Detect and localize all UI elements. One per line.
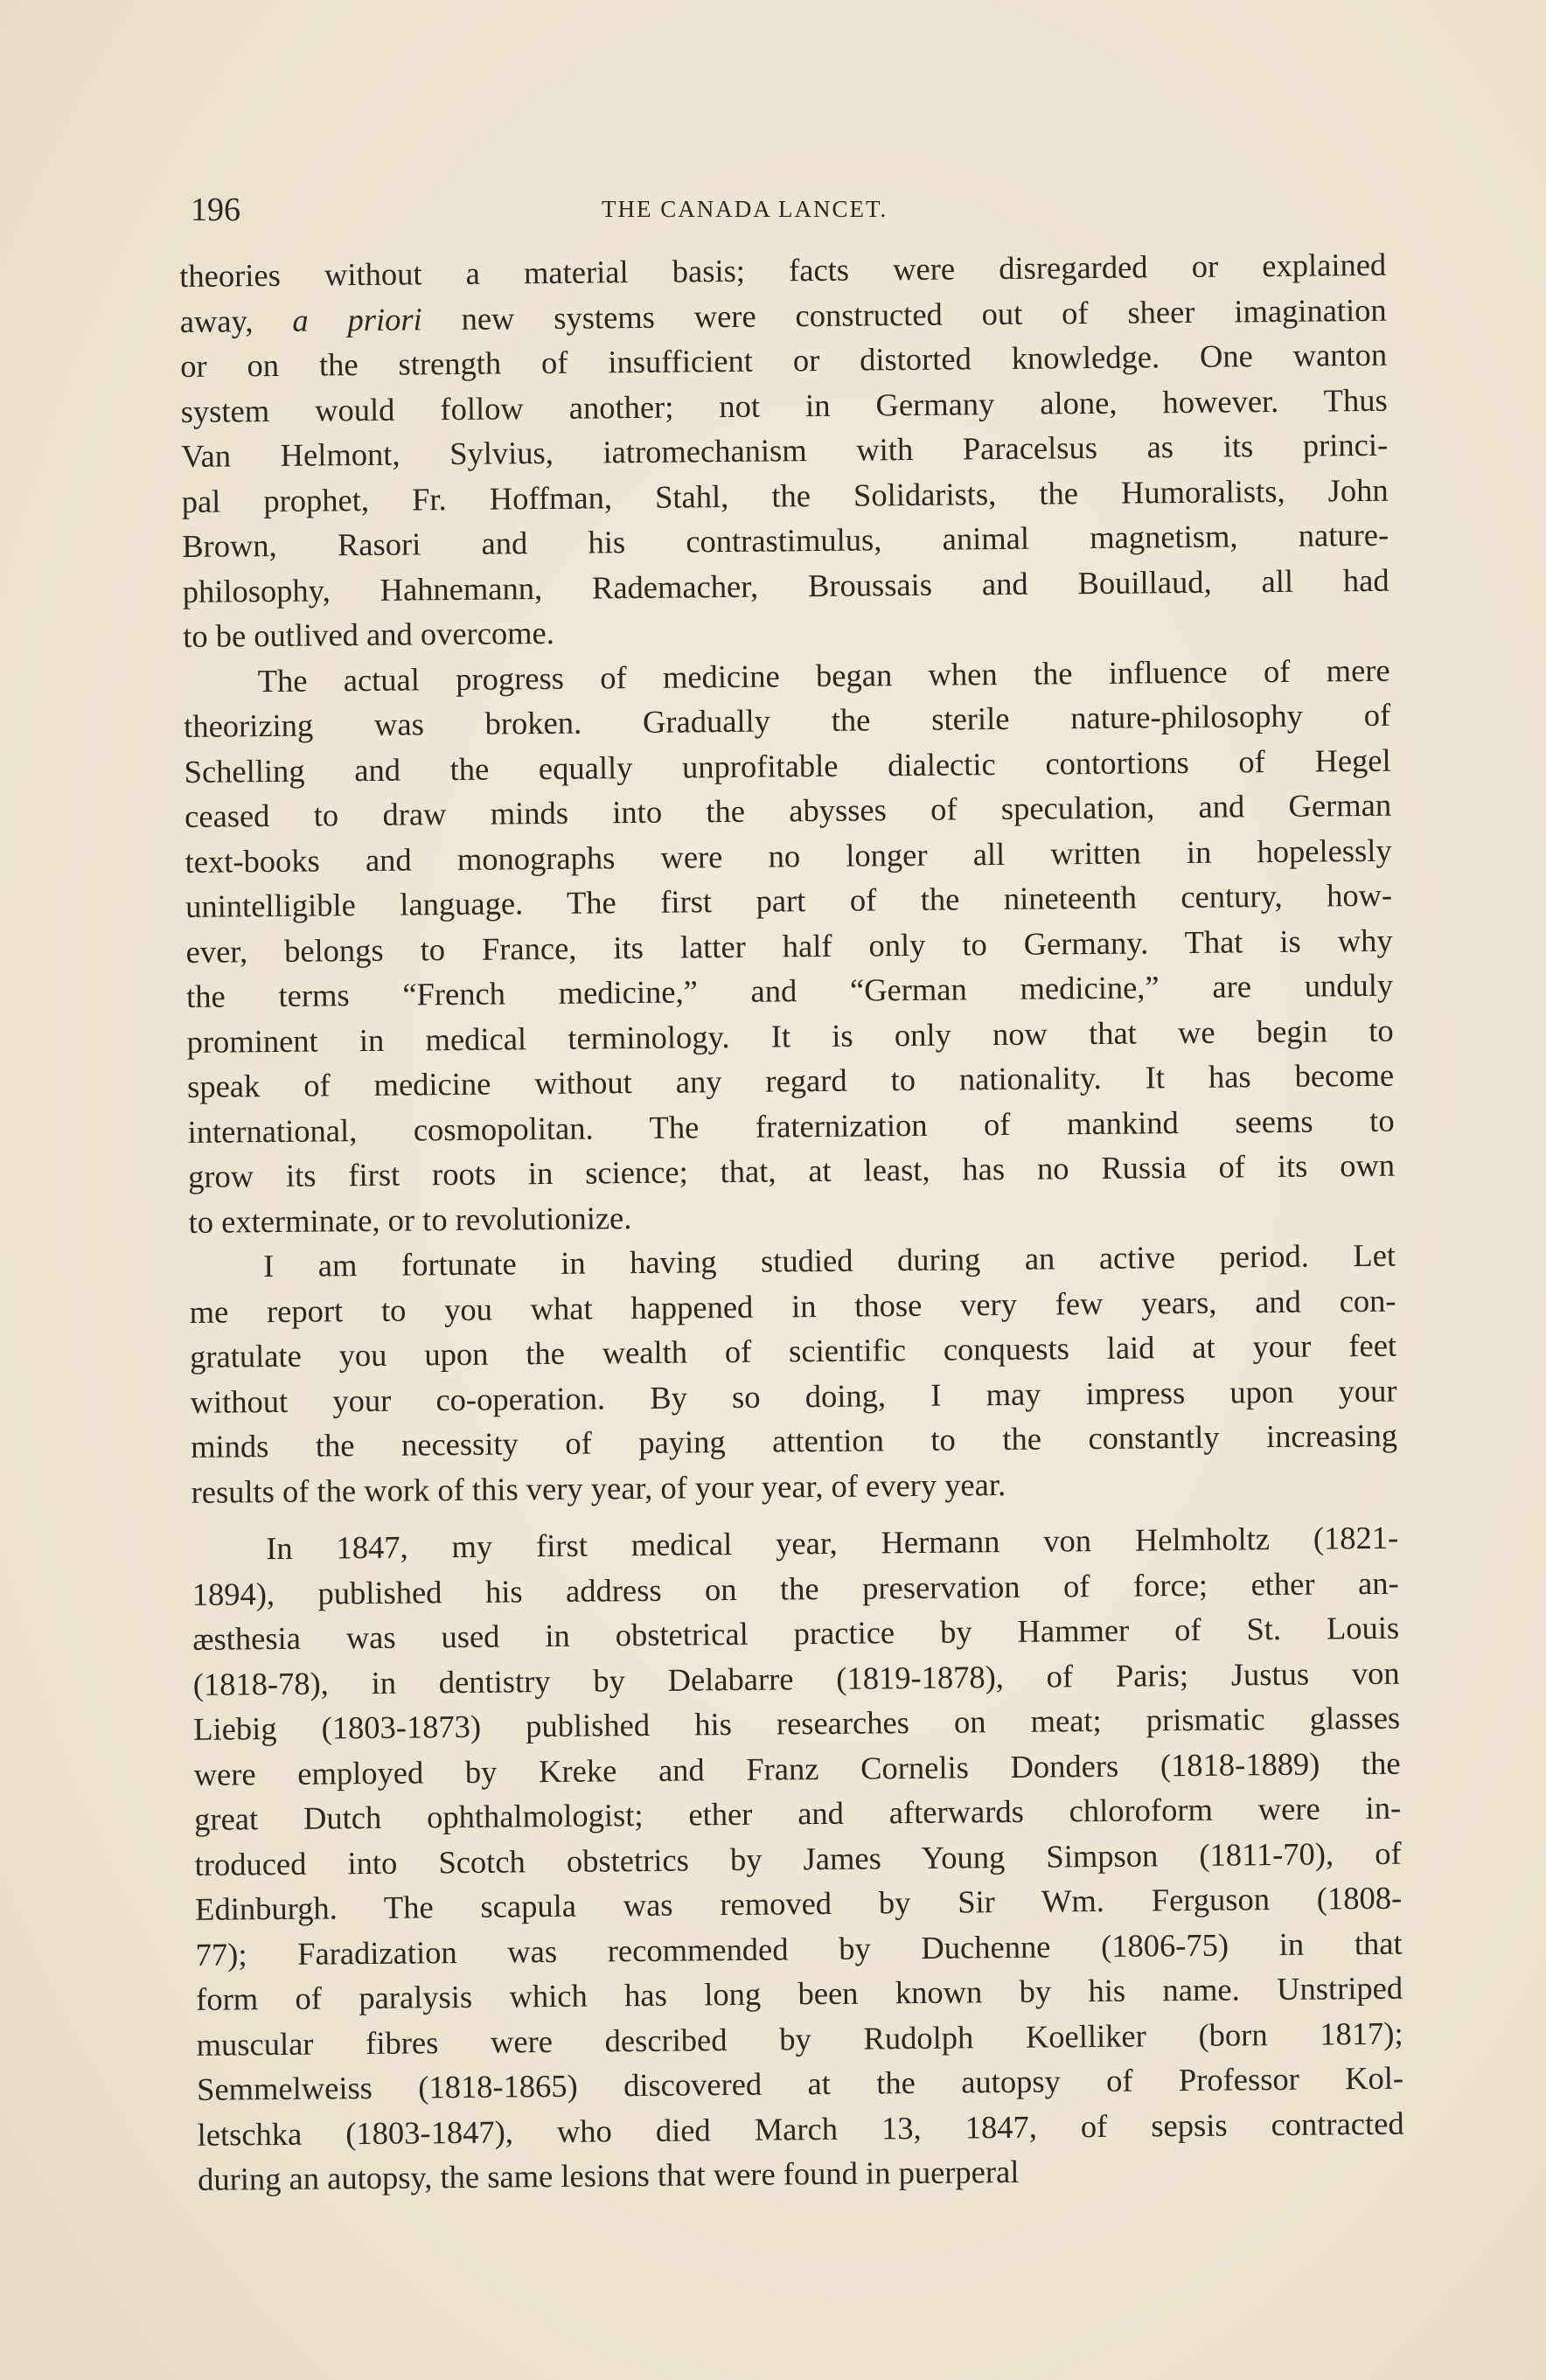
- page-number: 196: [191, 191, 240, 228]
- text-line: æsthesia was used in obstetrical practice by Hammer of St. Louis: [192, 1609, 1400, 1657]
- text-line: Brown, Rasori and his contrastimulus, animal magnetism, nature-: [182, 516, 1389, 564]
- text-line: I am fortunate in having studied during an active period. Let: [262, 1236, 1396, 1284]
- text-line: theories without a material basis; facts were disregarded or explained: [179, 246, 1387, 294]
- text-line: or on the strength of insufficient or distorted knowledge. One wanton: [180, 336, 1388, 384]
- text-line: Schelling and the equally unprofitable dialectic contortions of Hegel: [184, 741, 1391, 790]
- text-line: away, a priori new systems were constructed out of sheer imagination: [179, 291, 1387, 339]
- text-line: speak of medicine without any regard to nationality. It has become: [186, 1056, 1395, 1104]
- text-line: minds the necessity of paying attention to the constantly increasing: [190, 1416, 1398, 1465]
- text-line: pal prophet, Fr. Hoffman, Stahl, the Solidarists, the Humoralists, John: [181, 471, 1389, 519]
- text-line: letschka (1803-1847), who died March 13, 1847, of sepsis contracted: [197, 2105, 1404, 2153]
- text-line: great Dutch ophthalmologist; ether and afterwards chloroform were in-: [193, 1789, 1402, 1837]
- text-line: form of paralysis which has long been known by his name. Unstriped: [195, 1969, 1403, 2017]
- text-line: to exterminate, or to revolutionize.: [188, 1199, 632, 1240]
- running-head: THE CANADA LANCET.: [602, 196, 888, 222]
- text-line: text-books and monographs were no longer all written in hopelessly: [185, 832, 1392, 880]
- text-line: muscular fibres were described by Rudolph Koelliker (born 1817);: [196, 2015, 1403, 2063]
- text-line: 77); Faradization was recommended by Duchenne (1806-75) in that: [195, 1924, 1403, 1973]
- text-line: ever, belongs to France, its latter half only to Germany. That is why: [185, 922, 1393, 970]
- body-text: [179, 242, 1404, 2203]
- text-line: international, cosmopolitan. The fraternization of mankind seems to: [187, 1102, 1395, 1150]
- text-line: to be outlived and overcome.: [183, 614, 555, 654]
- paragraph: [183, 647, 1395, 1244]
- text-line: gratulate you upon the wealth of scientific conquests laid at your feet: [189, 1326, 1397, 1374]
- text-line: grow its first roots in science; that, at least, has no Russia of its own: [187, 1146, 1396, 1194]
- text-line: Semmelweiss (1818-1865) discovered at the autopsy of Professor Kol-: [196, 2059, 1404, 2107]
- page-header: [191, 191, 1389, 234]
- paragraph: [189, 1233, 1398, 1514]
- text-line: were employed by Kreke and Franz Cornelis Donders (1818-1889) the: [193, 1744, 1401, 1792]
- text-line: results of the work of this very year, of your year, of every year.: [191, 1465, 1006, 1510]
- text-line: prominent in medical terminology. It is only now that we begin to: [186, 1012, 1394, 1060]
- text-line: system would follow another; not in Germany alone, however. Thus: [180, 381, 1388, 429]
- paragraph: [179, 242, 1389, 659]
- text-line: theorizing was broken. Gradually the sterile nature-philosophy of: [183, 696, 1391, 744]
- text-line: philosophy, Hahnemann, Rademacher, Broussais and Bouillaud, all had: [182, 561, 1389, 609]
- text-line: unintelligible language. The first part of the nineteenth century, how-: [185, 876, 1393, 924]
- text-line: without your co-operation. By so doing, I may impress upon your: [190, 1372, 1397, 1420]
- text-line: troduced into Scotch obstetrics by James Young Simpson (1811-70), of: [194, 1834, 1402, 1882]
- text-line: (1818-78), in dentistry by Delabarre (1819-1878), of Paris; Justus von: [192, 1654, 1400, 1702]
- text-line: 1894), published his address on the preservation of force; ether an-: [192, 1564, 1399, 1612]
- text-line: In 1847, my first medical year, Hermann von Helmholtz (1821-: [266, 1519, 1399, 1567]
- text-line: Liebig (1803-1873) published his researches on meat; prismatic glasses: [193, 1699, 1401, 1747]
- text-line: Van Helmont, Sylvius, iatromechanism with Paracelsus as its princi-: [181, 426, 1389, 474]
- text-line: during an autopsy, the same lesions that were found in puerperal: [197, 2153, 1020, 2197]
- text-line: The actual progress of medicine began when the influence of mere: [257, 651, 1390, 699]
- text-line: Edinburgh. The scapula was removed by Sir Wm. Ferguson (1808-: [194, 1879, 1403, 1927]
- text-line: the terms “French medicine,” and “German medicine,” are unduly: [185, 966, 1394, 1014]
- text-line: me report to you what happened in those very few years, and con-: [189, 1282, 1396, 1330]
- text-line: ceased to draw minds into the abysses of speculation, and German: [184, 786, 1392, 834]
- paragraph: [192, 1515, 1404, 2203]
